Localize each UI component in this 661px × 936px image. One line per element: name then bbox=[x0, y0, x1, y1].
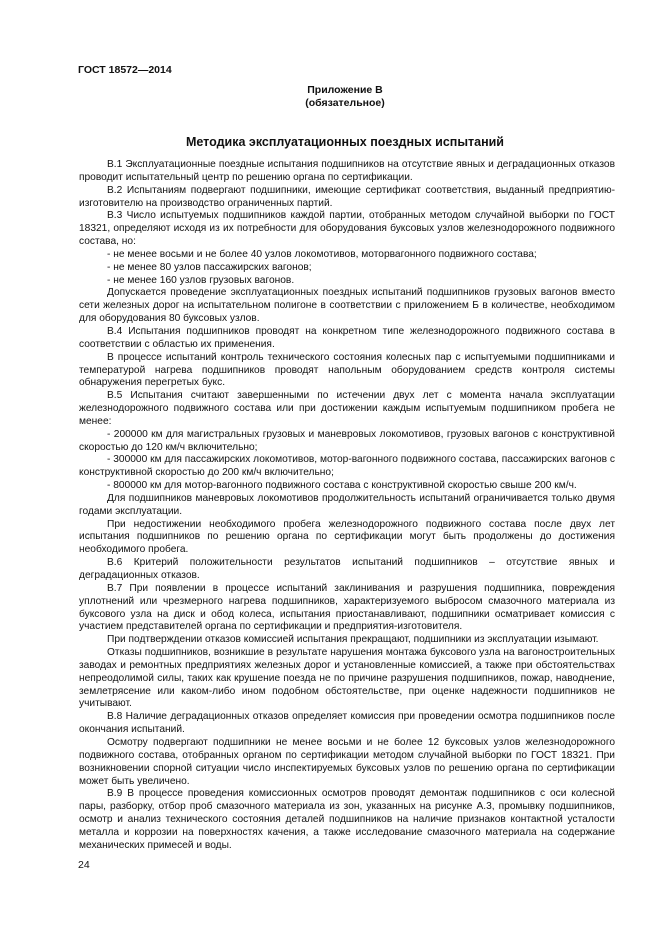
appendix-title: Приложение В bbox=[307, 84, 383, 96]
section-title: Методика эксплуатационных поездных испытаний bbox=[185, 135, 504, 149]
paragraph: Отказы подшипников, возникшие в результате нарушения монтажа буксового узла на вагоностроительных заводах и ремонтных предприятиях железных дорог и установленные комиссией, а также при обстоятельствах непреодолимой силы, таких как крушение поезда не по причине разрушения подшипников, пожар, наводнение, землетрясение или каком-либо ином подобном обстоятельстве, при оценке надежности подшипников не учитывают. bbox=[79, 647, 615, 710]
paragraph-b6: В.6 Критерий положительности результатов испытаний подшипников – отсутствие явных и деградационных отказов. bbox=[79, 557, 615, 581]
paragraph-b8: В.8 Наличие деградационных отказов определяет комиссия при проведении осмотра подшипников после окончания испытаний. bbox=[79, 711, 615, 736]
paragraph: При подтверждении отказов комиссией испытания прекращают, подшипники из эксплуатации изымают. bbox=[107, 634, 599, 646]
body-text bbox=[79, 159, 615, 853]
paragraph: Осмотру подвергают подшипники не менее восьми и не более 12 буксовых узлов железнодорожного подвижного состава, отобранных органом по сертификации методом случайной выборки по ГОСТ 18321. При возникновении спорной ситуации число инспектируемых буксовых узлов по решению органа по сертификации может быть увеличено. bbox=[79, 736, 615, 787]
paragraph-b7: В.7 При появлении в процессе испытаний заклинивания и разрушения подшипника, повреждения уплотнений или чрезмерного нагрева подшипников, характеризуемого выбросом смазочного материала из буксового узла на диск и обод колеса, испытания приостанавливают, подшипники осматривает комиссия с участием представителей органа по сертификации и предприятия-изготовителя. bbox=[79, 582, 615, 633]
paragraph-b2: В.2 Испытаниям подвергают подшипники, имеющие сертификат соответствия, выданный предприятию-изготовителю на производство ограниченных партий. bbox=[79, 184, 615, 209]
list-item: - не менее 80 узлов пассажирских вагонов; bbox=[107, 261, 312, 273]
list-item: - 800000 км для мотор-вагонного подвижного состава с конструктивной скоростью свыше 200 км/ч. bbox=[107, 480, 577, 492]
list-item: - 200000 км для магистральных грузовых и маневровых локомотивов, грузовых вагонов с конструктивной скоростью до 120 км/ч включительно; bbox=[79, 428, 615, 453]
paragraph-b4: В.4 Испытания подшипников проводят на конкретном типе железнодорожного подвижного состава в соответствии с областью их применения. bbox=[79, 325, 615, 350]
paragraph: Допускается проведение эксплуатационных поездных испытаний подшипников грузовых вагонов вместо сети железных дорог на испытательном полигоне в соответствии с приложением Б в количестве, необходимом для оборудования 80 буксовых узлов. bbox=[79, 287, 615, 325]
page-number: 24 bbox=[78, 859, 90, 871]
paragraph-b9: В.9 В процессе проведения комиссионных осмотров проводят демонтаж подшипников с оси колесной пары, разборку, отбор проб смазочного материала из зон, указанных на рисунке А.3, промывку подшипников, осмотр и анализ технического состояния деталей подшипников на наличие признаков контактной усталости металла и коррозии на поверхностях качения, а также исследование смазочного материала на содержание механических примесей и воды. bbox=[79, 788, 615, 851]
paragraph: В процессе испытаний контроль технического состояния колесных пар с испытуемыми подшипниками и температурой нагрева подшипников проводят напольным оборудованием средств контроля системы обнаружения перегретых букс. bbox=[79, 351, 615, 389]
document-code: ГОСТ 18572—2014 bbox=[78, 64, 172, 76]
paragraph-b3: В.3 Число испытуемых подшипников каждой партии, отобранных методом случайной выборки по ГОСТ 18321, определяют исходя из их потребности для оборудования буксовых узлов железнодорожного подвижного состава, но: bbox=[79, 210, 615, 248]
appendix-heading bbox=[150, 84, 540, 110]
paragraph-b1: В.1 Эксплуатационные поездные испытания подшипников на отсутствие явных и деградационных отказов проводит испытательный центр по решению органа по сертификации. bbox=[79, 159, 615, 183]
appendix-status: (обязательное) bbox=[305, 97, 385, 109]
paragraph: Для подшипников маневровых локомотивов продолжительность испытаний ограничивается только двумя годами эксплуатации. bbox=[79, 492, 615, 517]
list-item: - не менее 160 узлов грузовых вагонов. bbox=[107, 274, 295, 286]
list-item: - не менее восьми и не более 40 узлов локомотивов, моторвагонного подвижного состава; bbox=[107, 248, 537, 260]
list-item: - 300000 км для пассажирских локомотивов, мотор-вагонного подвижного состава, пассажирских вагонов с конструктивной скоростью до 200 км/ч включительно; bbox=[79, 454, 615, 479]
paragraph: При недостижении необходимого пробега железнодорожного подвижного состава после двух лет испытания подшипников по решению органа по сертификации могут быть продолжены до достижения необходимого пробега. bbox=[79, 518, 615, 556]
paragraph-b5: В.5 Испытания считают завершенными по истечении двух лет с момента начала эксплуатации железнодорожного подвижного состава или при достижении каждым испытуемым подшипником пробега не менее: bbox=[79, 390, 615, 427]
